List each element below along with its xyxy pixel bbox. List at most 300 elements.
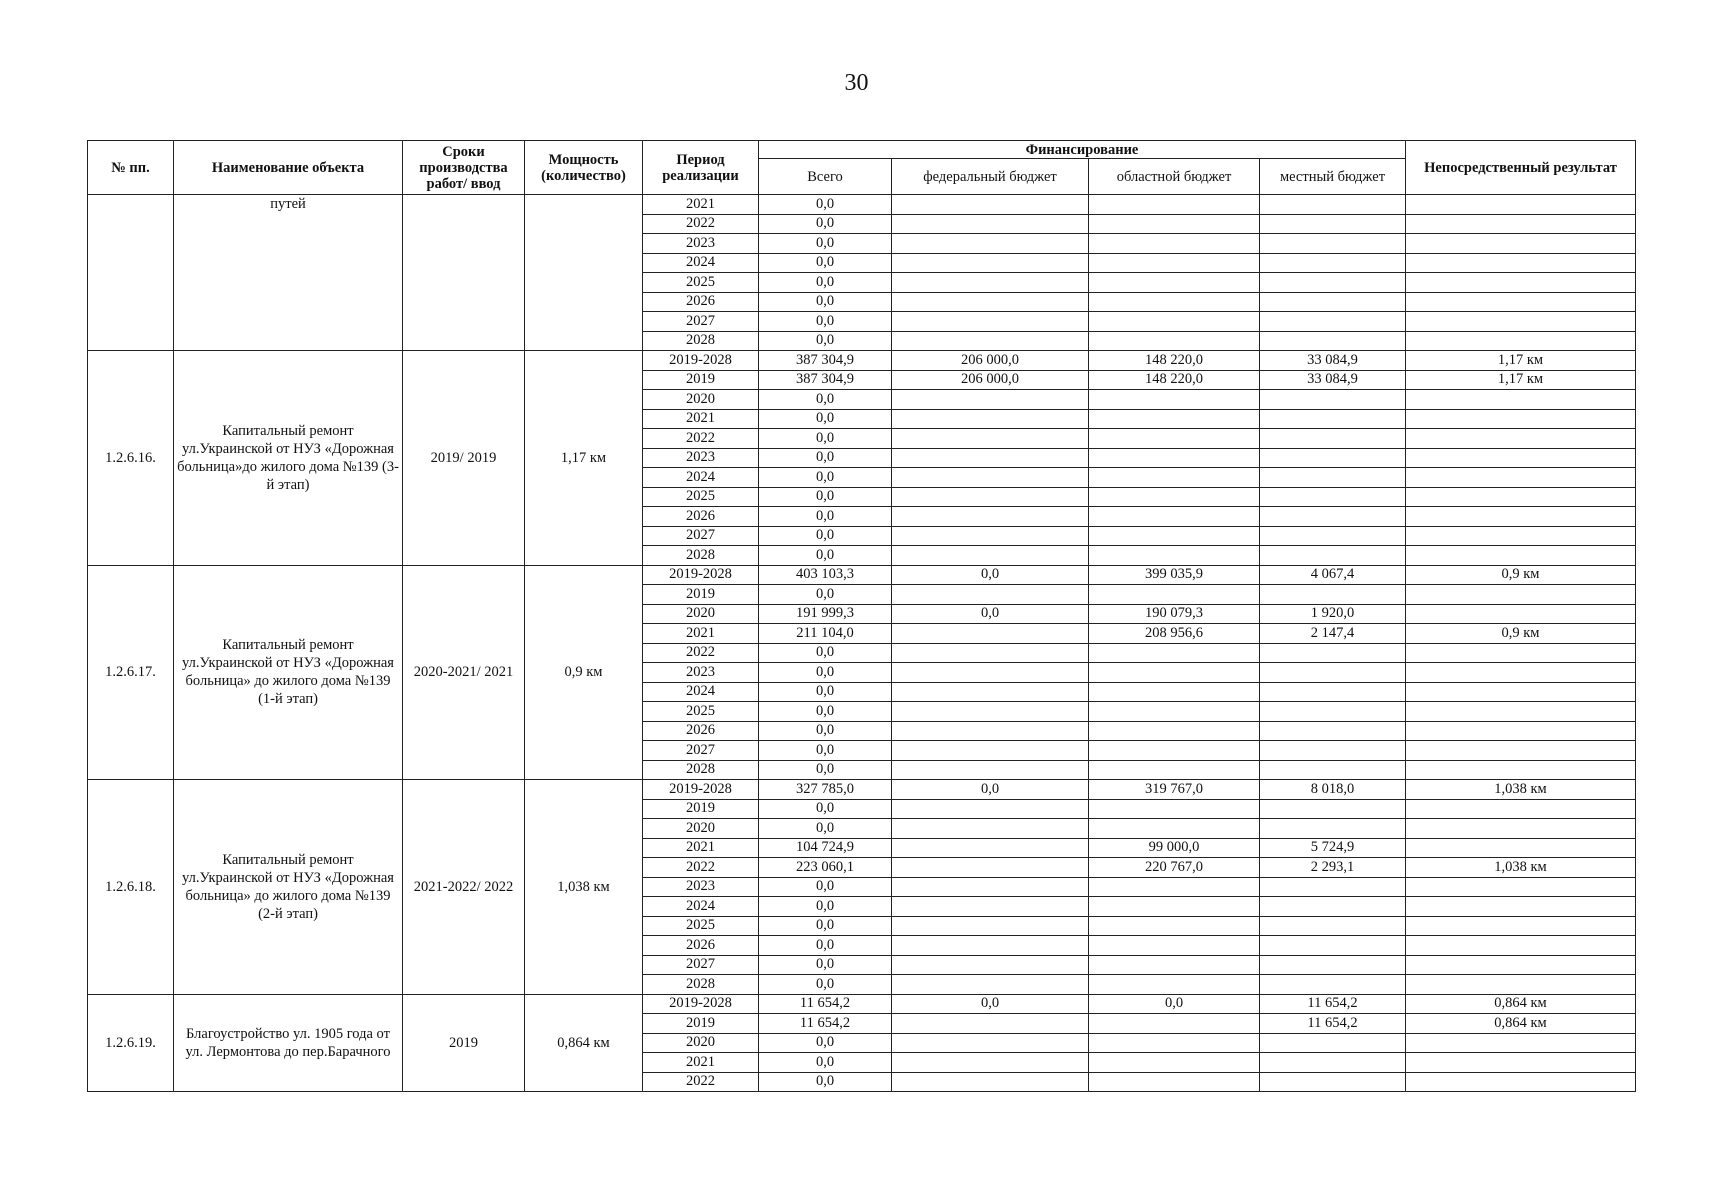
local-cell (1260, 760, 1406, 780)
federal-cell (892, 916, 1089, 936)
period-cell: 2023 (643, 663, 759, 683)
federal-cell (892, 682, 1089, 702)
result-cell (1406, 1033, 1636, 1053)
local-cell: 2 293,1 (1260, 858, 1406, 878)
total-cell: 0,0 (759, 916, 892, 936)
local-cell (1260, 897, 1406, 917)
total-cell: 11 654,2 (759, 994, 892, 1014)
local-cell (1260, 234, 1406, 254)
result-cell: 0,9 км (1406, 565, 1636, 585)
regional-cell (1089, 292, 1260, 312)
period-cell: 2022 (643, 858, 759, 878)
total-cell: 104 724,9 (759, 838, 892, 858)
period-cell: 2023 (643, 877, 759, 897)
regional-cell (1089, 195, 1260, 215)
period-cell: 2019 (643, 370, 759, 390)
regional-cell (1089, 546, 1260, 566)
federal-cell (892, 663, 1089, 683)
federal-cell (892, 585, 1089, 605)
period-cell: 2026 (643, 721, 759, 741)
regional-cell (1089, 1053, 1260, 1073)
result-cell (1406, 487, 1636, 507)
regional-cell (1089, 1014, 1260, 1034)
period-cell: 2027 (643, 312, 759, 332)
local-cell (1260, 643, 1406, 663)
local-cell (1260, 916, 1406, 936)
total-cell: 0,0 (759, 897, 892, 917)
regional-cell (1089, 429, 1260, 449)
result-cell (1406, 448, 1636, 468)
total-cell: 0,0 (759, 741, 892, 761)
regional-cell (1089, 721, 1260, 741)
total-cell: 0,0 (759, 195, 892, 215)
regional-cell (1089, 253, 1260, 273)
result-cell: 1,038 км (1406, 780, 1636, 800)
financing-table (87, 140, 1636, 1092)
object-name-cell: путей (174, 195, 403, 351)
local-cell (1260, 526, 1406, 546)
period-cell: 2019 (643, 799, 759, 819)
regional-cell (1089, 234, 1260, 254)
result-cell (1406, 273, 1636, 293)
period-cell: 2024 (643, 468, 759, 488)
local-cell (1260, 468, 1406, 488)
result-cell (1406, 799, 1636, 819)
regional-cell (1089, 760, 1260, 780)
federal-cell (892, 643, 1089, 663)
work-terms-cell (403, 195, 525, 351)
local-cell: 1 920,0 (1260, 604, 1406, 624)
regional-cell (1089, 585, 1260, 605)
result-cell (1406, 195, 1636, 215)
period-cell: 2023 (643, 234, 759, 254)
regional-cell (1089, 409, 1260, 429)
result-cell (1406, 682, 1636, 702)
regional-cell (1089, 468, 1260, 488)
result-cell (1406, 819, 1636, 839)
total-cell: 0,0 (759, 468, 892, 488)
regional-cell: 148 220,0 (1089, 370, 1260, 390)
total-cell: 0,0 (759, 799, 892, 819)
regional-cell (1089, 1033, 1260, 1053)
result-cell (1406, 702, 1636, 722)
federal-cell (892, 799, 1089, 819)
total-cell: 387 304,9 (759, 370, 892, 390)
federal-cell (892, 721, 1089, 741)
period-cell: 2019-2028 (643, 565, 759, 585)
regional-cell (1089, 487, 1260, 507)
row-number-cell: 1.2.6.18. (88, 780, 174, 995)
local-cell (1260, 312, 1406, 332)
result-cell: 1,17 км (1406, 351, 1636, 371)
period-cell: 2020 (643, 604, 759, 624)
total-cell: 0,0 (759, 955, 892, 975)
period-cell: 2020 (643, 390, 759, 410)
table-row (88, 994, 1636, 1014)
result-cell (1406, 721, 1636, 741)
row-number-cell: 1.2.6.17. (88, 565, 174, 780)
result-cell (1406, 214, 1636, 234)
row-number-cell (88, 195, 174, 351)
result-cell (1406, 331, 1636, 351)
federal-cell (892, 877, 1089, 897)
regional-cell (1089, 799, 1260, 819)
federal-cell (892, 955, 1089, 975)
header-local: местный бюджет (1260, 159, 1406, 195)
table-row (88, 351, 1636, 371)
total-cell: 0,0 (759, 975, 892, 995)
regional-cell (1089, 643, 1260, 663)
federal-cell (892, 214, 1089, 234)
total-cell: 0,0 (759, 448, 892, 468)
local-cell (1260, 546, 1406, 566)
table-row (88, 565, 1636, 585)
result-cell (1406, 975, 1636, 995)
object-name-cell: Капитальный ремонт ул.Украинской от НУЗ «Дорожная больница» до жилого дома №139 (1-й этап) (174, 565, 403, 780)
federal-cell (892, 292, 1089, 312)
federal-cell: 0,0 (892, 780, 1089, 800)
local-cell (1260, 975, 1406, 995)
total-cell: 0,0 (759, 663, 892, 683)
total-cell: 0,0 (759, 643, 892, 663)
result-cell (1406, 916, 1636, 936)
local-cell (1260, 936, 1406, 956)
regional-cell (1089, 390, 1260, 410)
total-cell: 387 304,9 (759, 351, 892, 371)
federal-cell: 206 000,0 (892, 351, 1089, 371)
total-cell: 0,0 (759, 253, 892, 273)
federal-cell (892, 195, 1089, 215)
regional-cell (1089, 936, 1260, 956)
local-cell: 5 724,9 (1260, 838, 1406, 858)
result-cell (1406, 838, 1636, 858)
page-number: 30 (844, 70, 869, 96)
local-cell (1260, 663, 1406, 683)
regional-cell: 208 956,6 (1089, 624, 1260, 644)
local-cell: 33 084,9 (1260, 370, 1406, 390)
result-cell (1406, 526, 1636, 546)
total-cell: 0,0 (759, 409, 892, 429)
regional-cell (1089, 312, 1260, 332)
federal-cell (892, 546, 1089, 566)
period-cell: 2021 (643, 838, 759, 858)
result-cell (1406, 1072, 1636, 1092)
regional-cell (1089, 741, 1260, 761)
total-cell: 0,0 (759, 526, 892, 546)
regional-cell (1089, 1072, 1260, 1092)
total-cell: 0,0 (759, 819, 892, 839)
local-cell: 11 654,2 (1260, 994, 1406, 1014)
federal-cell (892, 429, 1089, 449)
period-cell: 2022 (643, 214, 759, 234)
period-cell: 2021 (643, 624, 759, 644)
period-cell: 2021 (643, 195, 759, 215)
federal-cell: 0,0 (892, 994, 1089, 1014)
total-cell: 0,0 (759, 507, 892, 527)
capacity-cell (525, 195, 643, 351)
federal-cell (892, 1072, 1089, 1092)
period-cell: 2021 (643, 409, 759, 429)
total-cell: 0,0 (759, 1033, 892, 1053)
period-cell: 2026 (643, 292, 759, 312)
total-cell: 223 060,1 (759, 858, 892, 878)
local-cell (1260, 273, 1406, 293)
local-cell (1260, 877, 1406, 897)
period-cell: 2028 (643, 546, 759, 566)
federal-cell: 206 000,0 (892, 370, 1089, 390)
total-cell: 191 999,3 (759, 604, 892, 624)
result-cell (1406, 468, 1636, 488)
regional-cell (1089, 916, 1260, 936)
row-number-cell: 1.2.6.19. (88, 994, 174, 1092)
regional-cell (1089, 897, 1260, 917)
result-cell (1406, 741, 1636, 761)
result-cell (1406, 390, 1636, 410)
regional-cell: 220 767,0 (1089, 858, 1260, 878)
local-cell (1260, 682, 1406, 702)
local-cell (1260, 1053, 1406, 1073)
period-cell: 2022 (643, 429, 759, 449)
object-name-cell: Капитальный ремонт ул.Украинской от НУЗ «Дорожная больница» до жилого дома №139 (2-й этап) (174, 780, 403, 995)
regional-cell (1089, 955, 1260, 975)
period-cell: 2022 (643, 1072, 759, 1092)
federal-cell (892, 312, 1089, 332)
local-cell (1260, 195, 1406, 215)
federal-cell (892, 858, 1089, 878)
period-cell: 2025 (643, 916, 759, 936)
capacity-cell: 0,864 км (525, 994, 643, 1092)
table-row (88, 195, 1636, 215)
local-cell (1260, 1033, 1406, 1053)
period-cell: 2027 (643, 741, 759, 761)
federal-cell (892, 273, 1089, 293)
local-cell (1260, 429, 1406, 449)
local-cell (1260, 955, 1406, 975)
federal-cell (892, 468, 1089, 488)
result-cell: 0,864 км (1406, 1014, 1636, 1034)
period-cell: 2022 (643, 643, 759, 663)
federal-cell (892, 741, 1089, 761)
period-cell: 2028 (643, 760, 759, 780)
regional-cell: 399 035,9 (1089, 565, 1260, 585)
period-cell: 2023 (643, 448, 759, 468)
period-cell: 2019-2028 (643, 351, 759, 371)
result-cell (1406, 877, 1636, 897)
work-terms-cell: 2019/ 2019 (403, 351, 525, 566)
header-name: Наименование объекта (174, 141, 403, 195)
result-cell (1406, 604, 1636, 624)
result-cell (1406, 936, 1636, 956)
regional-cell: 0,0 (1089, 994, 1260, 1014)
local-cell (1260, 487, 1406, 507)
row-number-cell: 1.2.6.16. (88, 351, 174, 566)
local-cell (1260, 409, 1406, 429)
table-body (88, 195, 1636, 1092)
period-cell: 2019-2028 (643, 780, 759, 800)
federal-cell (892, 1033, 1089, 1053)
regional-cell: 190 079,3 (1089, 604, 1260, 624)
result-cell (1406, 897, 1636, 917)
period-cell: 2024 (643, 897, 759, 917)
result-cell (1406, 643, 1636, 663)
local-cell (1260, 585, 1406, 605)
period-cell: 2026 (643, 936, 759, 956)
federal-cell (892, 897, 1089, 917)
federal-cell (892, 487, 1089, 507)
work-terms-cell: 2019 (403, 994, 525, 1092)
table-header (88, 141, 1636, 195)
header-capacity: Мощность (количество) (525, 141, 643, 195)
period-cell: 2028 (643, 975, 759, 995)
local-cell (1260, 331, 1406, 351)
federal-cell (892, 409, 1089, 429)
local-cell: 8 018,0 (1260, 780, 1406, 800)
period-cell: 2026 (643, 507, 759, 527)
total-cell: 0,0 (759, 331, 892, 351)
federal-cell (892, 253, 1089, 273)
local-cell (1260, 721, 1406, 741)
regional-cell (1089, 273, 1260, 293)
header-terms: Сроки производства работ/ ввод (403, 141, 525, 195)
period-cell: 2028 (643, 331, 759, 351)
local-cell: 2 147,4 (1260, 624, 1406, 644)
result-cell: 0,864 км (1406, 994, 1636, 1014)
result-cell (1406, 292, 1636, 312)
header-period: Период реализации (643, 141, 759, 195)
period-cell: 2019-2028 (643, 994, 759, 1014)
federal-cell (892, 975, 1089, 995)
regional-cell (1089, 682, 1260, 702)
federal-cell: 0,0 (892, 565, 1089, 585)
total-cell: 0,0 (759, 682, 892, 702)
regional-cell (1089, 448, 1260, 468)
local-cell: 4 067,4 (1260, 565, 1406, 585)
federal-cell (892, 624, 1089, 644)
period-cell: 2024 (643, 253, 759, 273)
local-cell (1260, 214, 1406, 234)
header-federal: федеральный бюджет (892, 159, 1089, 195)
header-regional: областной бюджет (1089, 159, 1260, 195)
capacity-cell: 0,9 км (525, 565, 643, 780)
period-cell: 2027 (643, 526, 759, 546)
result-cell: 1,038 км (1406, 858, 1636, 878)
result-cell (1406, 234, 1636, 254)
regional-cell (1089, 975, 1260, 995)
local-cell (1260, 741, 1406, 761)
result-cell (1406, 409, 1636, 429)
total-cell: 0,0 (759, 760, 892, 780)
result-cell: 1,17 км (1406, 370, 1636, 390)
total-cell: 0,0 (759, 273, 892, 293)
result-cell (1406, 663, 1636, 683)
total-cell: 0,0 (759, 546, 892, 566)
total-cell: 211 104,0 (759, 624, 892, 644)
period-cell: 2024 (643, 682, 759, 702)
period-cell: 2019 (643, 585, 759, 605)
local-cell (1260, 292, 1406, 312)
regional-cell (1089, 526, 1260, 546)
total-cell: 0,0 (759, 234, 892, 254)
total-cell: 0,0 (759, 936, 892, 956)
result-cell (1406, 253, 1636, 273)
result-cell (1406, 760, 1636, 780)
federal-cell (892, 838, 1089, 858)
object-name-cell: Благоустройство ул. 1905 года от ул. Лермонтова до пер.Барачного (174, 994, 403, 1092)
federal-cell (892, 331, 1089, 351)
total-cell: 0,0 (759, 487, 892, 507)
period-cell: 2021 (643, 1053, 759, 1073)
result-cell (1406, 507, 1636, 527)
total-cell: 0,0 (759, 214, 892, 234)
total-cell: 0,0 (759, 390, 892, 410)
result-cell: 0,9 км (1406, 624, 1636, 644)
local-cell (1260, 390, 1406, 410)
regional-cell (1089, 819, 1260, 839)
period-cell: 2019 (643, 1014, 759, 1034)
regional-cell (1089, 877, 1260, 897)
result-cell (1406, 312, 1636, 332)
local-cell: 33 084,9 (1260, 351, 1406, 371)
work-terms-cell: 2021-2022/ 2022 (403, 780, 525, 995)
federal-cell (892, 390, 1089, 410)
result-cell (1406, 585, 1636, 605)
total-cell: 327 785,0 (759, 780, 892, 800)
header-total: Всего (759, 159, 892, 195)
local-cell (1260, 448, 1406, 468)
work-terms-cell: 2020-2021/ 2021 (403, 565, 525, 780)
capacity-cell: 1,17 км (525, 351, 643, 566)
total-cell: 0,0 (759, 702, 892, 722)
result-cell (1406, 955, 1636, 975)
local-cell (1260, 819, 1406, 839)
local-cell (1260, 799, 1406, 819)
federal-cell (892, 1053, 1089, 1073)
result-cell (1406, 429, 1636, 449)
object-name-cell: Капитальный ремонт ул.Украинской от НУЗ «Дорожная больница»до жилого дома №139 (3-й этап) (174, 351, 403, 566)
federal-cell (892, 760, 1089, 780)
period-cell: 2025 (643, 487, 759, 507)
total-cell: 11 654,2 (759, 1014, 892, 1034)
header-num: № пп. (88, 141, 174, 195)
federal-cell (892, 234, 1089, 254)
local-cell: 11 654,2 (1260, 1014, 1406, 1034)
regional-cell (1089, 331, 1260, 351)
period-cell: 2025 (643, 702, 759, 722)
total-cell: 0,0 (759, 1053, 892, 1073)
total-cell: 0,0 (759, 312, 892, 332)
local-cell (1260, 702, 1406, 722)
period-cell: 2025 (643, 273, 759, 293)
total-cell: 0,0 (759, 585, 892, 605)
period-cell: 2020 (643, 819, 759, 839)
regional-cell: 319 767,0 (1089, 780, 1260, 800)
total-cell: 0,0 (759, 877, 892, 897)
period-cell: 2020 (643, 1033, 759, 1053)
regional-cell: 148 220,0 (1089, 351, 1260, 371)
capacity-cell: 1,038 км (525, 780, 643, 995)
federal-cell (892, 448, 1089, 468)
federal-cell (892, 1014, 1089, 1034)
local-cell (1260, 253, 1406, 273)
federal-cell: 0,0 (892, 604, 1089, 624)
federal-cell (892, 507, 1089, 527)
total-cell: 0,0 (759, 292, 892, 312)
header-financing: Финансирование (759, 141, 1406, 159)
regional-cell (1089, 507, 1260, 527)
header-result: Непосредственный результат (1406, 141, 1636, 195)
federal-cell (892, 936, 1089, 956)
period-cell: 2027 (643, 955, 759, 975)
